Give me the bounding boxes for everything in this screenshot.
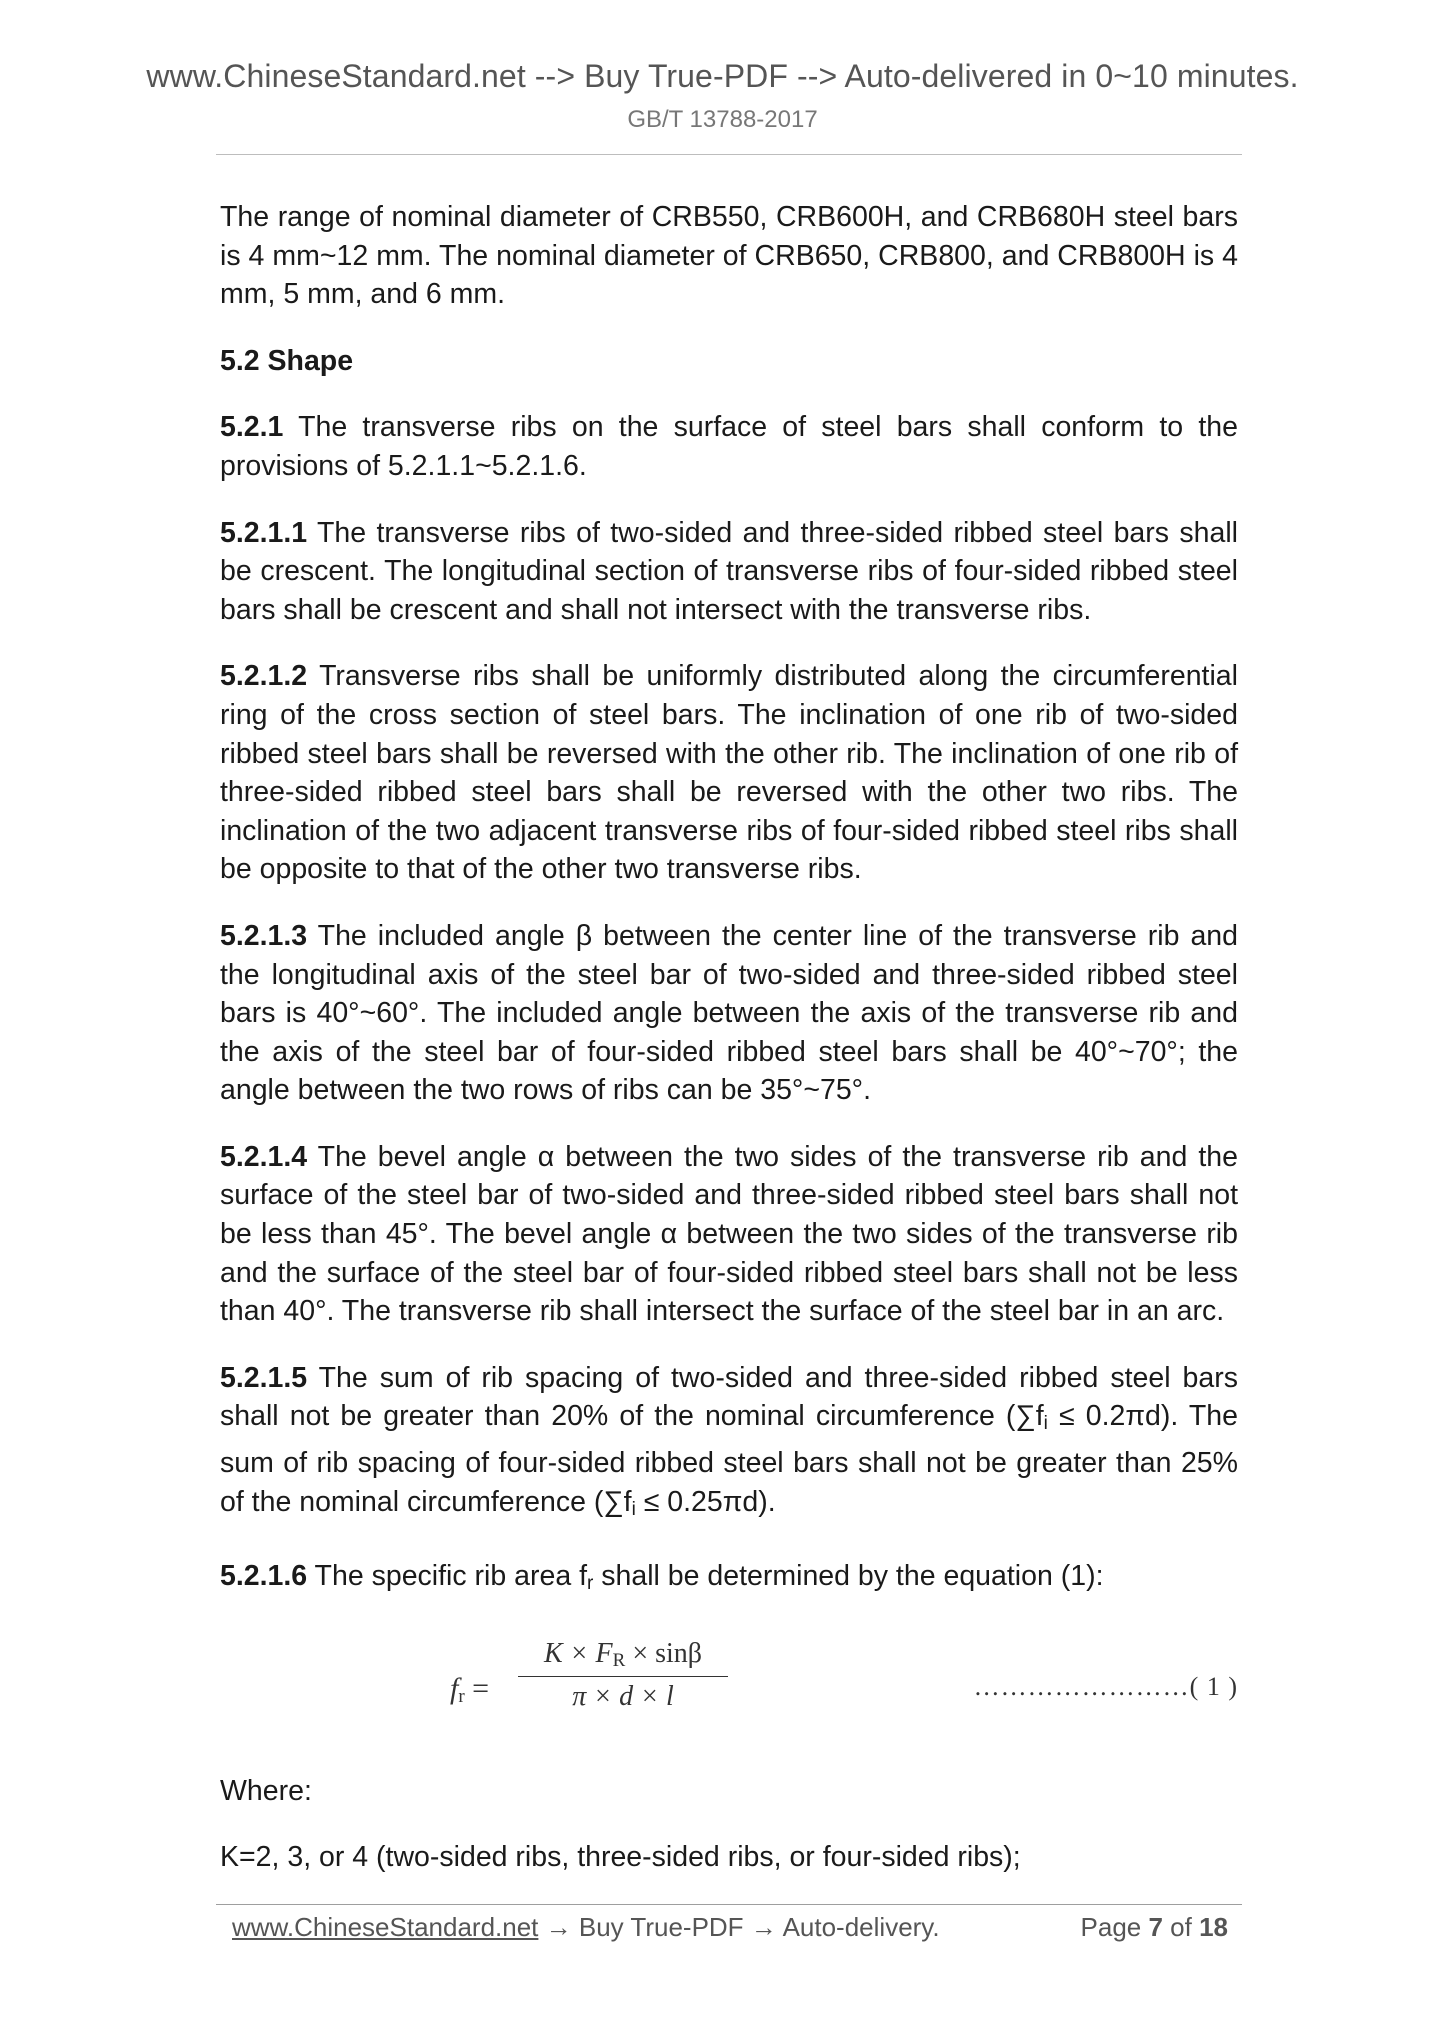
section-heading: 5.2 Shape — [220, 344, 354, 377]
clause-text: The included angle β between the center line of the transverse rib and the longitudinal axis of the steel bar of two-sided and three-sided ribbed steel bars is 40°~60°. The included angle between the axis of the transverse rib and the axis of the steel bar of four-sided ribbed steel bars shall be 40°~70°; the angle between the two rows of ribs can be 35°~75°. — [220, 919, 1238, 1107]
subscript: i — [1043, 1413, 1048, 1435]
clause-text: ≤ 0.2πd). The sum of rib spacing of four-sided ribbed steel bars shall not be greater than 25% of the nominal circumference (∑f — [220, 1400, 1238, 1518]
lhs-subscript: r — [458, 1685, 465, 1707]
clause-5-2-1 — [220, 408, 1238, 485]
intro-paragraph: The range of nominal diameter of CRB550, CRB600H, and CRB680H steel bars is 4 mm~12 mm. The nominal diameter of CRB650, CRB800, and CRB800H is 4 mm, 5 mm, and 6 mm. — [220, 201, 1238, 311]
clause-text: ≤ 0.25πd). — [635, 1485, 776, 1518]
footer-text: → Buy True-PDF → Auto-delivery. — [538, 1912, 940, 1942]
equation-1 — [220, 1632, 1238, 1742]
equation-denominator — [518, 1681, 728, 1713]
clause-5-2-1-6 — [220, 1557, 1238, 1604]
equation-numerator — [518, 1638, 728, 1672]
clause-text: shall be determined by the equation (1): — [593, 1560, 1104, 1593]
page-indicator — [1081, 1912, 1228, 1943]
clause-5-2-1-5 — [220, 1359, 1238, 1529]
clause-5-2-1-1 — [220, 514, 1238, 630]
equation-reference: ……………………( 1 ) — [973, 1671, 1238, 1701]
clause-number: 5.2.1.3 — [220, 919, 308, 952]
clause-5-2-1-4 — [220, 1138, 1238, 1331]
numerator-a: K × F — [543, 1637, 613, 1669]
numerator-b: × sinβ — [625, 1637, 703, 1669]
k-definition: K=2, 3, or 4 (two-sided ribs, three-sided ribs, or four-sided ribs); — [220, 1841, 1021, 1874]
clause-text: The specific rib area f — [307, 1560, 588, 1593]
subscript: r — [587, 1573, 594, 1595]
clause-text: The transverse ribs on the surface of steel bars shall conform to the provisions of 5.2.1.1~5.2.1.6. — [220, 411, 1238, 482]
page-number: 7 — [1148, 1912, 1163, 1942]
document-body — [220, 198, 1238, 1905]
clause-text: Transverse ribs shall be uniformly distributed along the circumferential ring of the cross section of steel bars. The inclination of one rib of two-sided ribbed steel bars shall be reversed with the other rib. The inclination of one rib of three-sided ribbed steel bars shall be reversed with the other two ribs. The inclination of the two adjacent transverse ribs of four-sided ribbed steel ribs shall be opposite to that of the other two transverse ribs. — [220, 660, 1238, 886]
subscript: i — [631, 1498, 636, 1520]
footer-divider — [216, 1904, 1242, 1905]
clause-5-2-1-2 — [220, 657, 1238, 889]
clause-number: 5.2.1 — [220, 411, 284, 444]
equation-lhs — [450, 1672, 489, 1708]
clause-text: The transverse ribs of two-sided and three-sided ribbed steel bars shall be crescent. The longitudinal section of transverse ribs of four-sided ribbed steel bars shall be crescent and shall not intersect with the transverse ribs. — [220, 516, 1238, 626]
lhs-symbol: f — [450, 1671, 459, 1705]
clause-number: 5.2.1.1 — [220, 516, 308, 549]
clause-number: 5.2.1.4 — [220, 1140, 308, 1173]
standard-code: GB/T 13788-2017 — [627, 106, 818, 133]
header-banner: www.ChineseStandard.net --> Buy True-PDF --> Auto-delivered in 0~10 minutes. — [146, 58, 1299, 94]
clause-5-2-1-3 — [220, 917, 1238, 1110]
where-label: Where: — [220, 1774, 312, 1807]
numerator-subscript: R — [612, 1649, 626, 1671]
clause-text: The sum of rib spacing of two-sided and three-sided ribbed steel bars shall not be greater than 20% of the nominal circumference (∑f — [220, 1361, 1238, 1433]
footer-left — [232, 1912, 940, 1943]
clause-number: 5.2.1.5 — [220, 1361, 308, 1394]
clause-number: 5.2.1.6 — [220, 1560, 308, 1593]
equation-fraction — [518, 1638, 728, 1713]
clause-text: The bevel angle α between the two sides of the transverse rib and the surface of the steel bar of two-sided and three-sided ribbed steel bars shall not be less than 45°. The bevel angle α between the two sides of the transverse rib and the surface of the steel bar of four-sided ribbed steel bars shall not be less than 40°. The transverse rib shall intersect the surface of the steel bar in an arc. — [220, 1140, 1238, 1328]
footer-site-link[interactable]: www.ChineseStandard.net — [232, 1912, 539, 1942]
clause-number: 5.2.1.2 — [220, 660, 308, 693]
header-divider — [216, 154, 1242, 155]
fraction-bar — [518, 1676, 728, 1677]
page-total: 18 — [1199, 1912, 1228, 1942]
equals-sign: = — [464, 1671, 490, 1705]
page-prefix: Page — [1080, 1912, 1149, 1942]
page-of: of — [1162, 1912, 1200, 1942]
denominator-text: π × d × l — [572, 1680, 674, 1712]
